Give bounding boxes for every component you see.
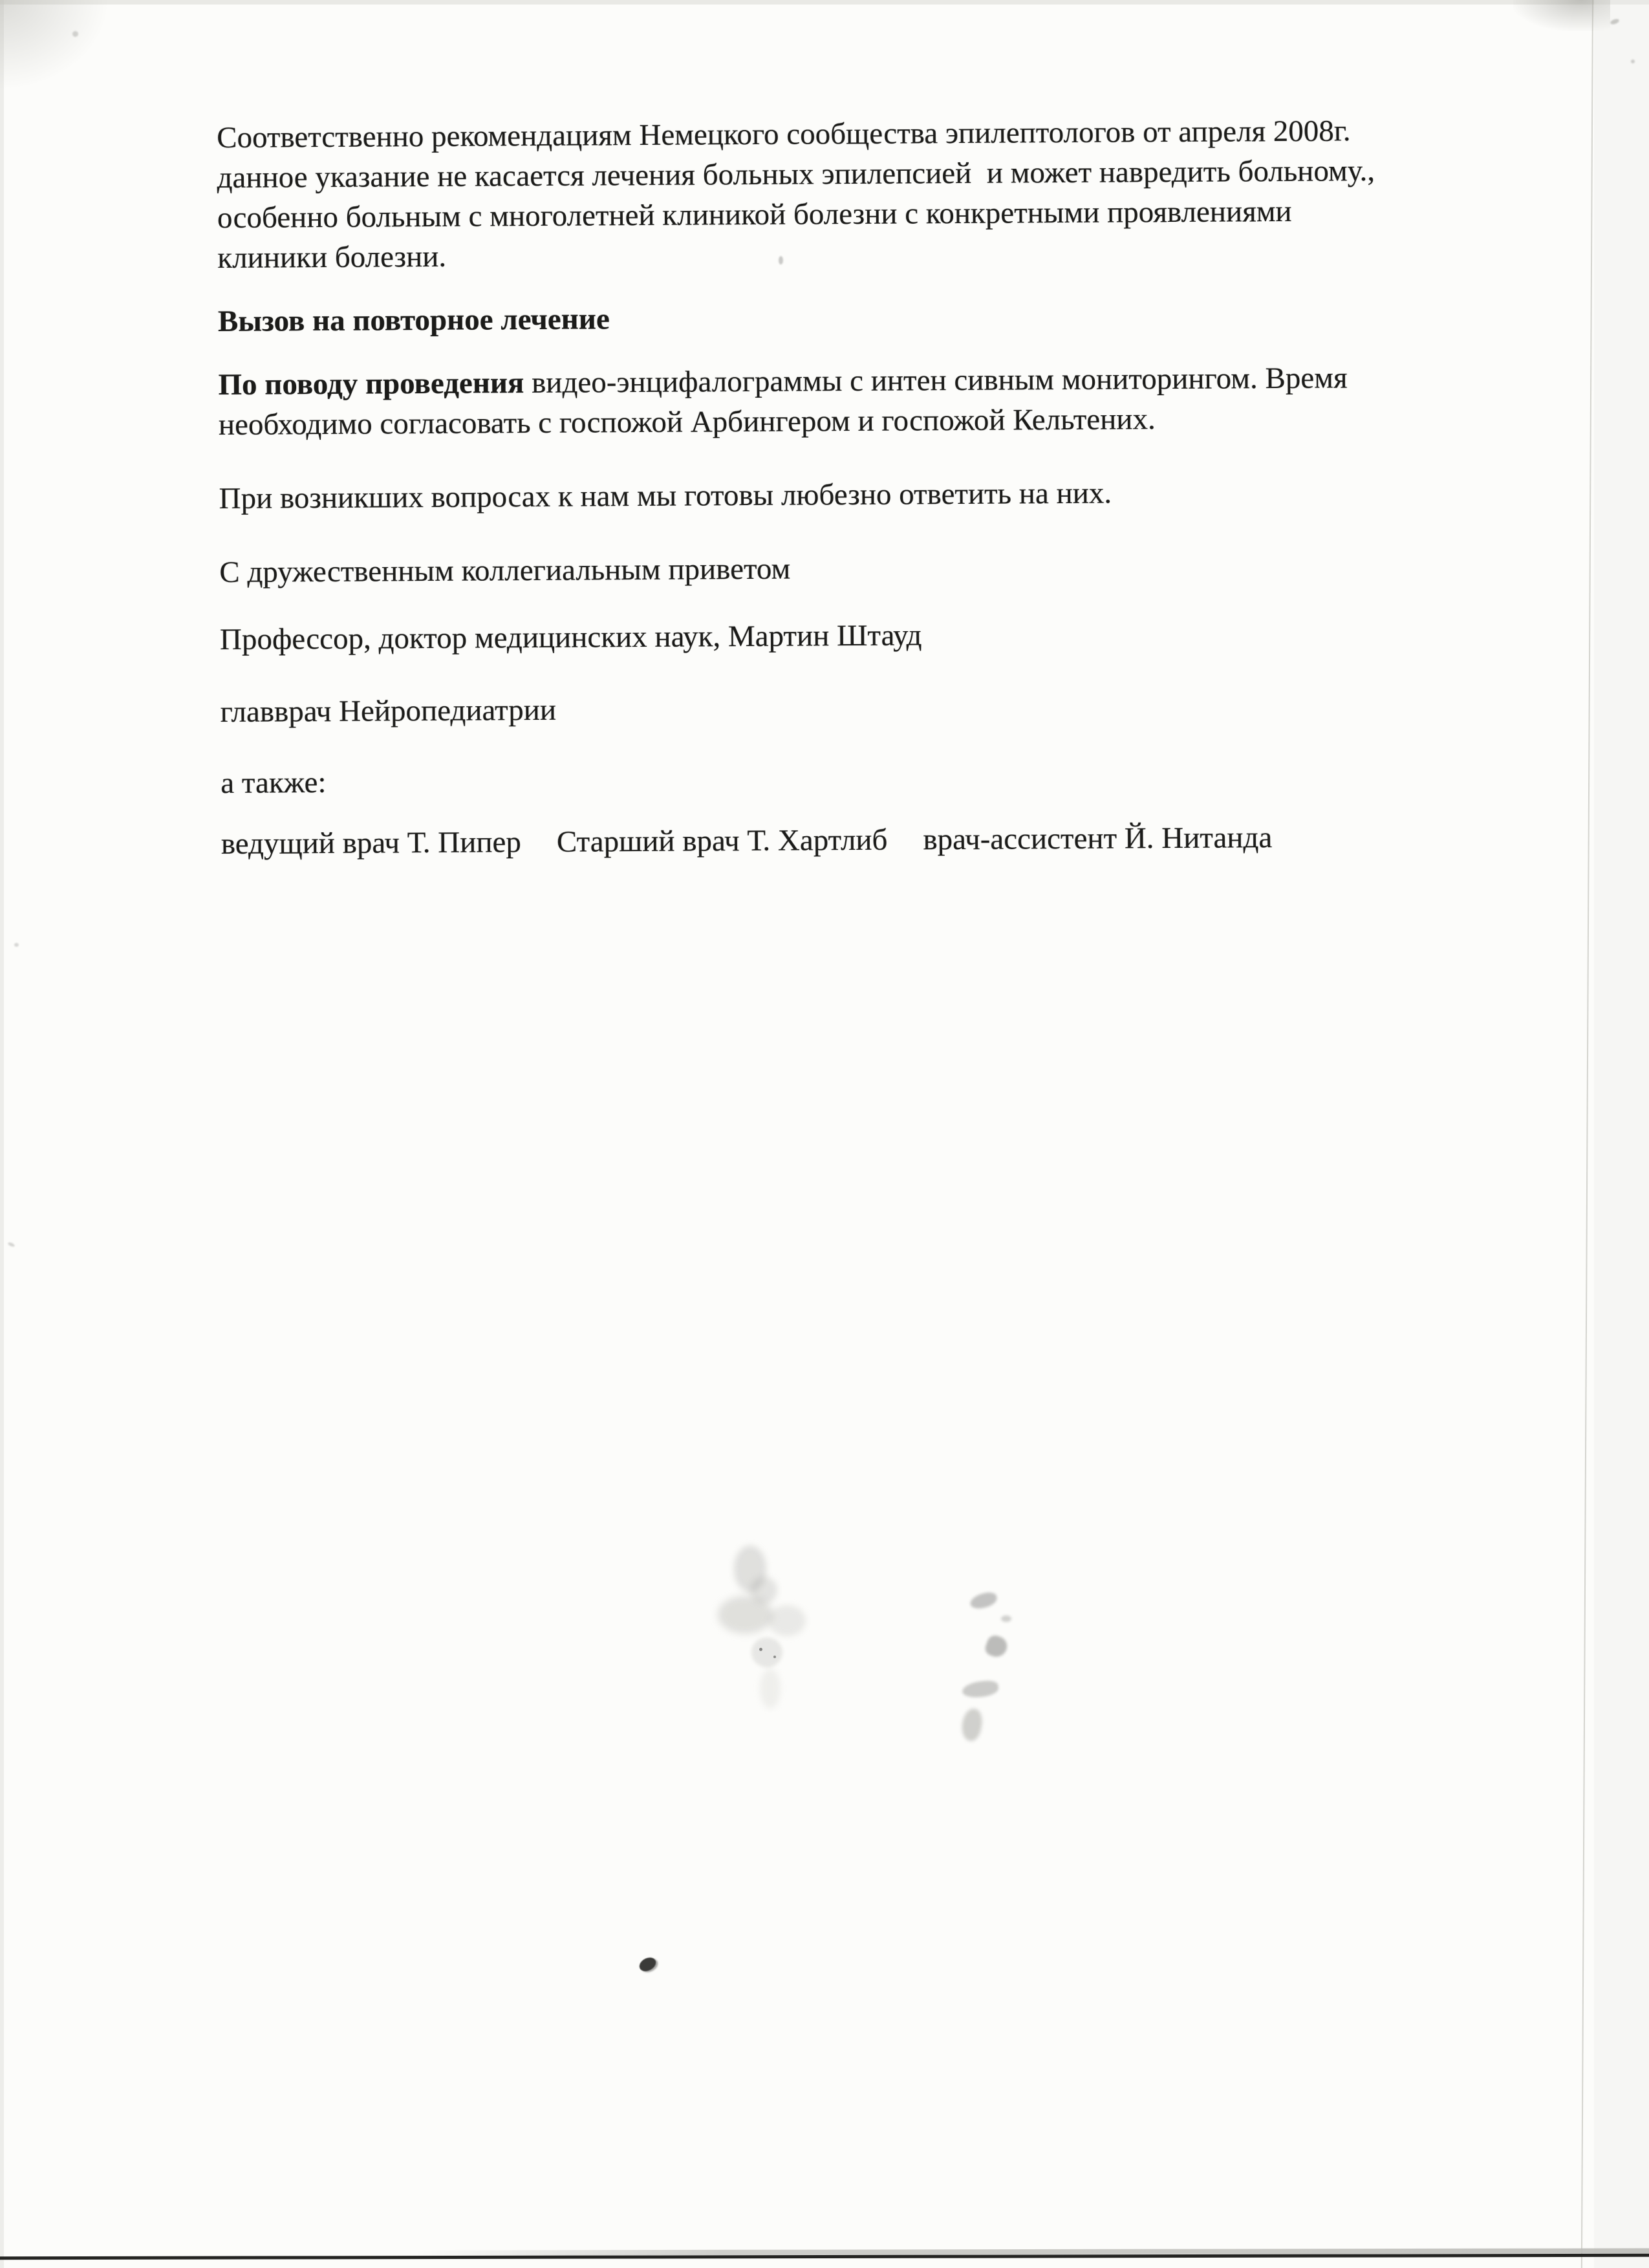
scan-left-edge: [0, 0, 4, 2268]
text-line: Соответственно рекомендациям Немецкого сообщества эпилептологов от апреля 2008г.: [217, 114, 1351, 155]
also-label: а также:: [221, 765, 327, 800]
smudge-artifact: [718, 1596, 773, 1634]
scan-bottom-shadow: [414, 2248, 1649, 2255]
speck-artifact: [1610, 18, 1620, 25]
closing-salutation: С дружественным коллегиальным приветом: [219, 552, 791, 589]
text-line: особенно больным с многолетней клиникой болезни с конкретными проявлениями: [217, 194, 1292, 235]
scan-bottom-edge: [0, 2254, 1649, 2260]
scan-corner-shadow: [0, 0, 110, 91]
speck-artifact: [72, 31, 78, 37]
scribble-artifact: [960, 1707, 984, 1742]
signer-piper: ведущий врач Т. Пипер: [221, 825, 522, 861]
scan-top-edge: [0, 0, 1649, 5]
smudge-artifact: [750, 1577, 777, 1604]
paragraph-purpose-lead: По поводу проведения: [218, 366, 524, 402]
smudge-artifact: [768, 1605, 806, 1636]
text-line: необходимо согласовать с госпожой Арбингером и госпожой Кельтених.: [218, 402, 1156, 442]
scribble-artifact: [962, 1679, 999, 1699]
smudge-artifact: [751, 1637, 782, 1667]
paragraph-recommendation: [217, 110, 1485, 278]
signer-nitanda: врач-ассистент Й. Нитанда: [923, 821, 1273, 857]
signature-title: главврач Нейропедиатрии: [220, 693, 557, 729]
ink-speck-artifact: [637, 1955, 658, 1974]
paragraph-questions: При возникших вопросах к нам мы готовы любезно ответить на них.: [219, 476, 1112, 515]
speck-artifact: [773, 1656, 776, 1658]
speck-artifact: [1631, 59, 1635, 63]
paragraph-purpose: [218, 357, 1486, 445]
scan-corner-shadow: [1513, 0, 1610, 31]
signature-name: Профессор, доктор медицинских наук, Мартин Штауд: [219, 618, 922, 656]
scan-paper-edge-strip: [1594, 0, 1649, 2268]
speck-artifact: [7, 1242, 15, 1247]
letter-body: [217, 110, 1489, 864]
text-line: данное указание не касается лечения больных эпилепсией и может навредить больному.,: [217, 154, 1375, 195]
signers-line: [221, 816, 1489, 864]
speck-artifact: [759, 1648, 762, 1651]
paragraph-purpose-rest: видео-энцифалограммы с интен сивным мониторингом. Время: [524, 361, 1348, 400]
text-line: клиники болезни.: [217, 239, 447, 275]
text-line: [218, 357, 1485, 405]
speck-artifact: [14, 943, 19, 947]
section-heading: Вызов на повторное лечение: [217, 302, 610, 338]
scribble-artifact: [1001, 1615, 1011, 1622]
smudge-artifact: [734, 1546, 766, 1592]
smudge-artifact: [760, 1669, 781, 1709]
scribble-artifact: [983, 1633, 1009, 1659]
signer-hartlib: Старший врач Т. Хартлиб: [556, 823, 888, 859]
scan-paper-crease: [1581, 0, 1593, 2268]
scribble-artifact: [969, 1591, 998, 1610]
